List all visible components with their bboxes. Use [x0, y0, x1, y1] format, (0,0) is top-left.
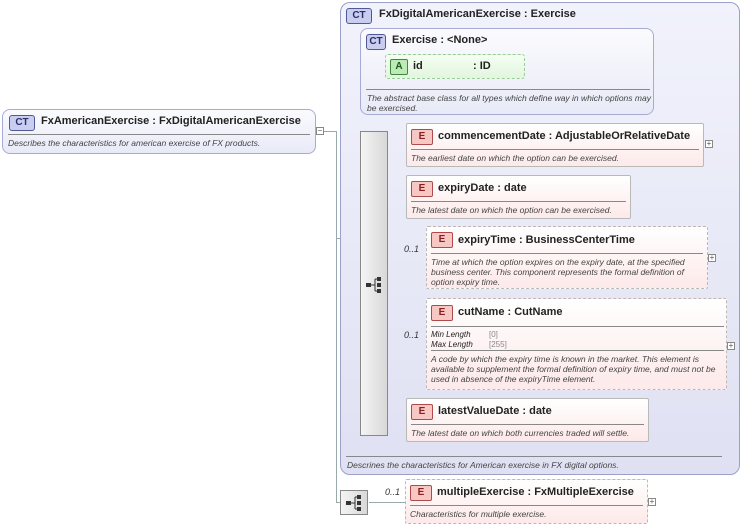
element-title: expiryDate : date	[438, 182, 527, 194]
element-title: multipleExercise : FxMultipleExercise	[437, 486, 634, 498]
expand-toggle[interactable]: +	[728, 341, 734, 350]
facet-value: [255]	[489, 340, 507, 349]
root-type-doc: Describes the characteristics for american exercise of FX products.	[8, 138, 261, 148]
collapse-toggle[interactable]: −	[317, 126, 323, 135]
element-expiry-time[interactable]	[426, 226, 708, 289]
element-doc: The latest date on which both currencies traded will settle.	[411, 428, 630, 438]
ct-badge: CT	[346, 8, 372, 24]
divider	[8, 134, 310, 135]
base-type-title: FxDigitalAmericanExercise : Exercise	[379, 8, 576, 20]
element-badge: E	[411, 404, 433, 420]
divider	[431, 253, 703, 254]
sequence-icon	[346, 494, 364, 512]
exercise-type-doc: The abstract base class for all types which define way in which options may be exercised.	[367, 93, 651, 113]
divider	[366, 89, 650, 90]
divider	[431, 350, 724, 351]
element-badge: E	[410, 485, 432, 501]
element-doc: The earliest date on which the option can be exercised.	[411, 153, 619, 163]
divider	[411, 201, 626, 202]
occurrence-label: 0..1	[385, 487, 401, 497]
element-title: cutName : CutName	[458, 306, 563, 318]
attribute-badge: A	[390, 59, 408, 75]
exercise-type-title: Exercise : <None>	[392, 34, 488, 46]
expand-toggle[interactable]: +	[649, 497, 655, 506]
root-complex-type[interactable]	[2, 109, 316, 154]
attribute-id[interactable]	[385, 54, 525, 79]
divider	[411, 149, 699, 150]
facet-value: [0]	[489, 330, 498, 339]
element-multiple-exercise[interactable]	[405, 479, 648, 524]
connector-line	[369, 502, 405, 503]
element-doc: The latest date on which the option can be exercised.	[411, 205, 612, 215]
connector-line	[336, 131, 337, 503]
divider	[346, 456, 722, 457]
sequence-compositor[interactable]	[360, 131, 388, 436]
occurrence-label: 0..1	[404, 330, 420, 340]
root-type-title: FxAmericanExercise : FxDigitalAmericanExercise	[41, 115, 301, 127]
element-latest-value-date[interactable]	[406, 398, 649, 442]
attribute-name: id	[413, 60, 423, 72]
divider	[411, 424, 644, 425]
facet-label: Max Length	[431, 340, 473, 349]
occurrence-label: 0..1	[404, 244, 420, 254]
element-cut-name[interactable]	[426, 298, 727, 390]
divider	[431, 326, 724, 327]
element-expiry-date[interactable]	[406, 175, 631, 219]
expand-toggle[interactable]: +	[706, 139, 712, 148]
attribute-type: : ID	[473, 60, 491, 72]
expand-toggle[interactable]: +	[709, 253, 715, 262]
ct-badge: CT	[9, 115, 35, 131]
element-badge: E	[411, 129, 433, 145]
element-badge: E	[431, 232, 453, 248]
sequence-icon	[366, 276, 384, 294]
element-doc: Characteristics for multiple exercise.	[410, 509, 547, 519]
base-type-doc: Descrines the characteristics for American exercise in FX digital options.	[347, 460, 619, 470]
divider	[410, 505, 643, 506]
exercise-complex-type[interactable]	[360, 28, 654, 115]
element-title: expiryTime : BusinessCenterTime	[458, 234, 635, 246]
element-commencement-date[interactable]	[406, 123, 704, 167]
facet-label: Min Length	[431, 330, 471, 339]
element-badge: E	[411, 181, 433, 197]
element-doc: A code by which the expiry time is known in the market. This element is available to supplement the formal definition of expiry time, and must not be used in absence of the expiryTime element.	[431, 354, 716, 384]
element-title: latestValueDate : date	[438, 405, 552, 417]
element-title: commencementDate : AdjustableOrRelativeDate	[438, 130, 691, 142]
element-badge: E	[431, 305, 453, 321]
element-doc: Time at which the option expires on the expiry date, at the specified business center. This component represents the formal definition of option expiry time.	[431, 257, 685, 287]
sequence-compositor-small[interactable]	[340, 490, 368, 515]
ct-badge: CT	[366, 34, 386, 50]
